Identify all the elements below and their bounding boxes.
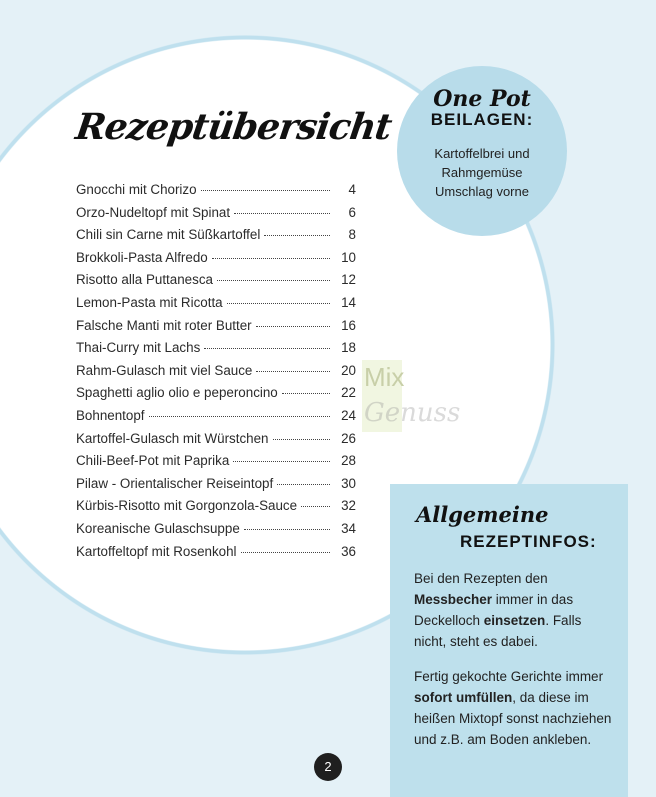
dot-leader <box>301 506 330 507</box>
dot-leader <box>256 326 330 327</box>
dot-leader <box>204 348 330 349</box>
recipe-page: 4 <box>348 182 356 197</box>
dot-leader <box>277 484 330 485</box>
toc-entry <box>76 295 356 318</box>
toc-entry <box>76 227 356 250</box>
recipe-name: Spaghetti aglio olio e peperoncino <box>76 385 278 401</box>
dot-leader <box>212 258 330 259</box>
recipe-page: 22 <box>341 385 356 401</box>
general-info-box <box>390 484 628 797</box>
recipe-page: 36 <box>341 543 356 559</box>
recipe-page: 18 <box>341 340 356 356</box>
recipe-name: Risotto alla Puttanesca <box>76 272 213 288</box>
recipe-page: 26 <box>341 430 356 446</box>
dot-leader <box>149 416 330 417</box>
watermark-text: Mix <box>364 362 405 392</box>
recipe-name: Pilaw - Orientalischer Reiseintopf <box>76 475 274 491</box>
recipe-page: 20 <box>341 362 356 378</box>
dot-leader <box>264 235 330 236</box>
dot-leader <box>244 529 330 530</box>
info-paragraph-2: Fertig gekochte Gerichte immer sofort umfüllen, da diese im heißen Mixtopf sonst nachziehen und z.B. am Boden ankleben. <box>414 669 612 747</box>
dot-leader <box>217 280 330 281</box>
recipe-name: Koreanische Gulaschsuppe <box>76 520 240 536</box>
recipe-page: 24 <box>341 407 356 423</box>
recipe-page: 34 <box>341 520 356 536</box>
dot-leader <box>233 461 330 462</box>
recipe-page: 6 <box>348 204 356 220</box>
page-number: 2 <box>314 753 342 781</box>
toc-entry <box>76 182 356 205</box>
recipe-page: 16 <box>341 317 356 333</box>
toc-entry <box>76 340 356 363</box>
recipe-name: Bohnentopf <box>76 407 145 423</box>
dot-leader <box>201 190 330 191</box>
toc-entry <box>76 476 356 499</box>
dot-leader <box>256 371 330 372</box>
recipe-name: Orzo-Nudeltopf mit Spinat <box>76 204 231 220</box>
recipe-name: Thai-Curry mit Lachs <box>76 340 201 356</box>
toc-entry <box>76 318 356 341</box>
toc-entry <box>76 250 356 273</box>
page-title: Rezeptübersicht <box>73 106 394 148</box>
dot-leader <box>273 439 331 440</box>
badge-text: Kartoffelbrei und <box>434 146 530 161</box>
recipe-name: Kürbis-Risotto mit Gorgonzola-Sauce <box>76 498 298 514</box>
badge-subheading: BEILAGEN: <box>430 110 534 129</box>
toc-entry <box>76 272 356 295</box>
toc-entry <box>76 453 356 476</box>
recipe-page: 12 <box>341 272 356 288</box>
badge-heading: One Pot <box>433 86 531 112</box>
toc-entry <box>76 544 356 567</box>
recipe-name: Gnocchi mit Chorizo <box>76 182 197 197</box>
dot-leader <box>282 393 330 394</box>
recipe-page: 30 <box>341 475 356 491</box>
info-heading: Allgemeine <box>416 502 549 527</box>
recipe-name: Rahm-Gulasch mit viel Sauce <box>76 362 253 378</box>
watermark-script: Genuss <box>364 398 461 428</box>
table-of-contents <box>76 182 356 566</box>
recipe-name: Kartoffel-Gulasch mit Würstchen <box>76 430 269 446</box>
badge-text: Umschlag vorne <box>435 184 529 199</box>
info-paragraph-1: Bei den Rezepten den Messbecher immer in das Deckelloch einsetzen. Falls nicht, steht es dabei. <box>414 571 582 649</box>
recipe-page: 32 <box>341 498 356 514</box>
toc-entry <box>76 205 356 228</box>
toc-entry <box>76 431 356 454</box>
info-subheading: REZEPTINFOS: <box>460 532 597 551</box>
badge-text: Rahmgemüse <box>441 165 523 180</box>
recipe-name: Falsche Manti mit roter Butter <box>76 317 252 333</box>
recipe-name: Kartoffeltopf mit Rosenkohl <box>76 543 237 559</box>
recipe-name: Chili-Beef-Pot mit Paprika <box>76 453 230 469</box>
dot-leader <box>241 552 330 553</box>
dot-leader <box>227 303 330 304</box>
dot-leader <box>234 213 330 214</box>
toc-entry <box>76 498 356 521</box>
recipe-page: 28 <box>341 453 356 469</box>
recipe-name: Lemon-Pasta mit Ricotta <box>76 294 223 310</box>
recipe-name: Brokkoli-Pasta Alfredo <box>76 249 208 265</box>
recipe-page: 14 <box>341 294 356 310</box>
toc-entry <box>76 521 356 544</box>
toc-entry <box>76 385 356 408</box>
toc-entry <box>76 408 356 431</box>
recipe-page: 10 <box>341 249 356 265</box>
side-dishes-badge <box>397 66 567 236</box>
recipe-page: 8 <box>348 227 356 243</box>
toc-entry <box>76 363 356 386</box>
recipe-name: Chili sin Carne mit Süßkartoffel <box>76 227 261 243</box>
